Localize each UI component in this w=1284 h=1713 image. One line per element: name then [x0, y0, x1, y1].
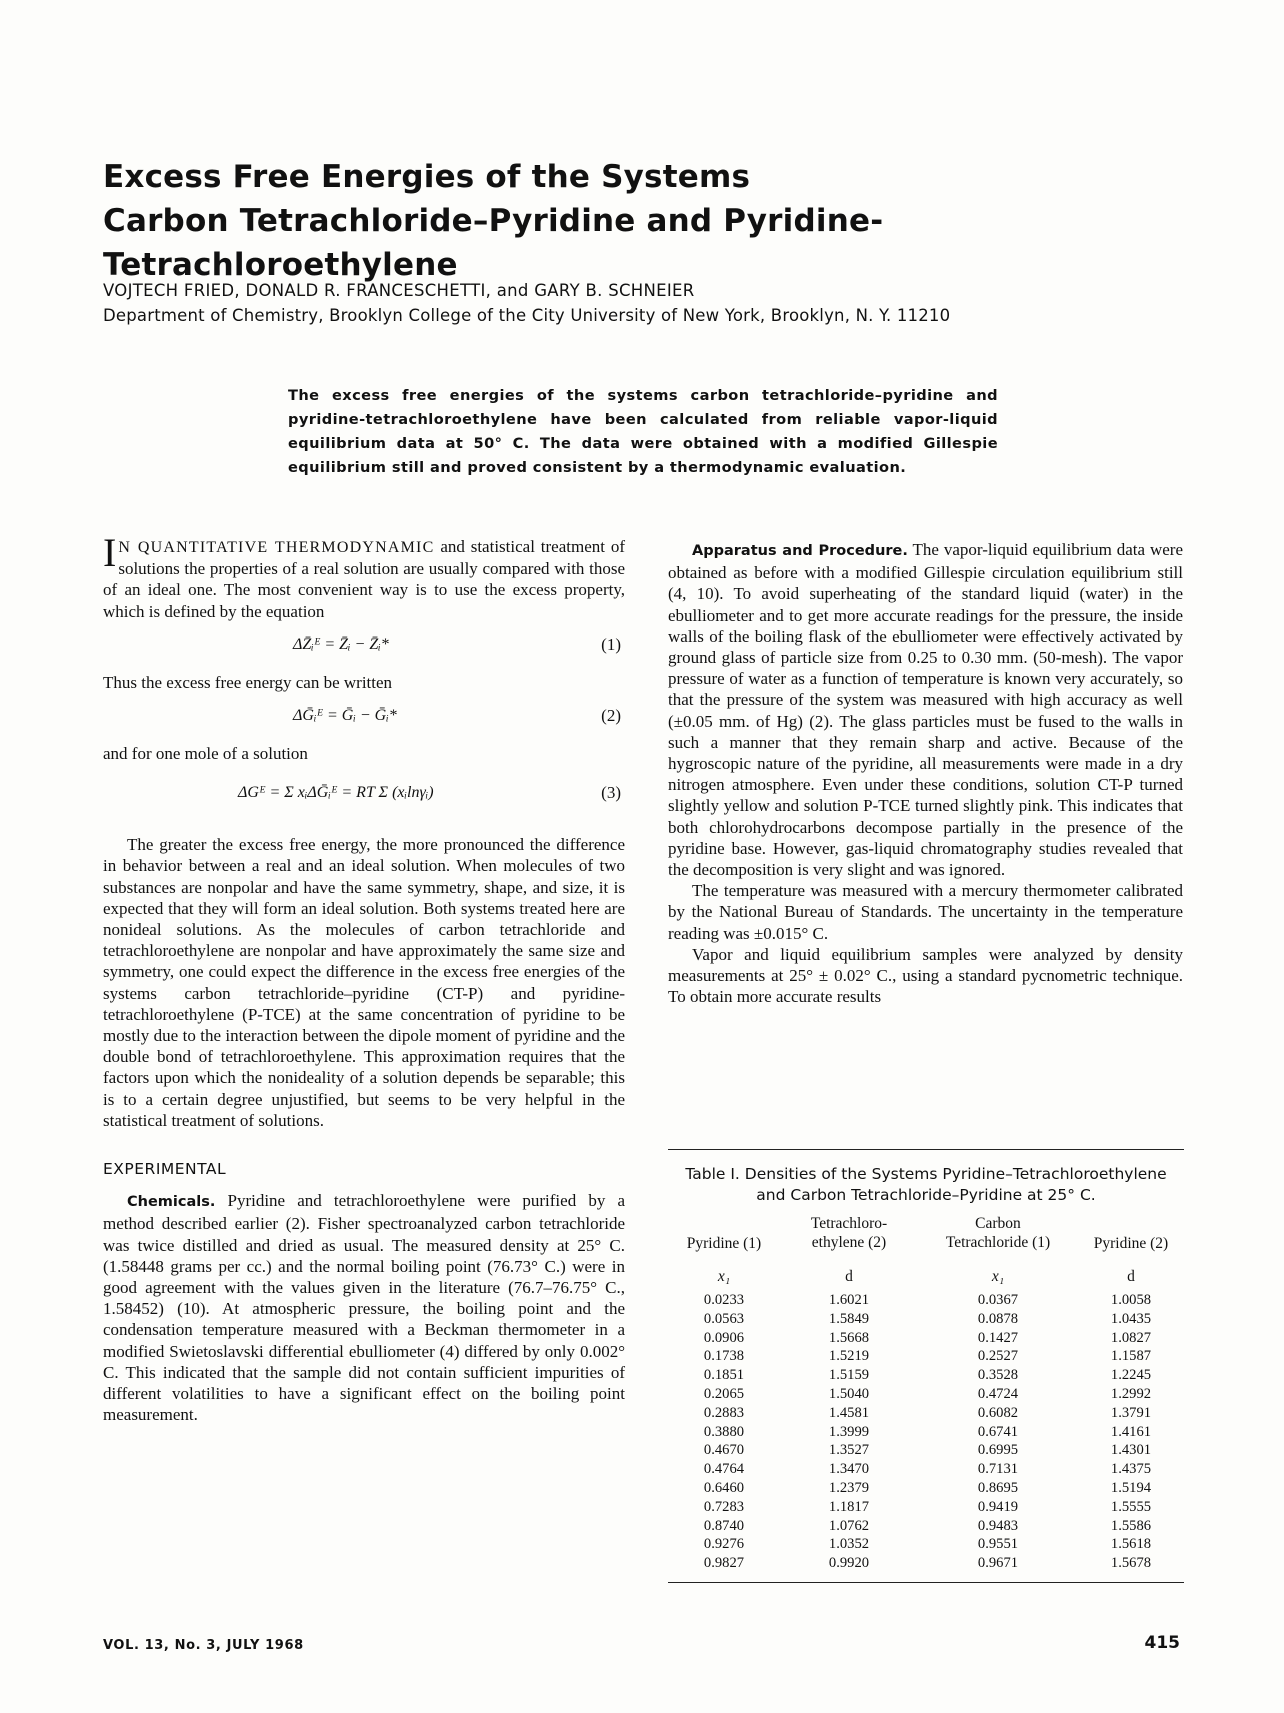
drop-cap: I	[103, 530, 117, 575]
table-cell: 0.9483	[977, 1517, 1019, 1534]
article-title	[103, 155, 1203, 287]
table-caption-line-1: Table I. Densities of the Systems Pyridine–Tetrachloroethylene	[685, 1165, 1167, 1183]
affiliation: Department of Chemistry, Brooklyn College of the City University of New York, Brooklyn, N. Y. 11210	[103, 306, 951, 325]
intro-paragraph	[103, 530, 626, 622]
authors: VOJTECH FRIED, DONALD R. FRANCESCHETTI, and GARY B. SCHNEIER	[103, 281, 695, 300]
section-heading-experimental: EXPERIMENTAL	[103, 1160, 227, 1179]
table-row	[668, 1499, 1184, 1518]
apparatus-text: The vapor-liquid equilibrium data were obtained as before with a modified Gillespie circulation equilibrium still (4, 10). To avoid superheating of the standard liquid (water) in the ebulliometer and to get more accurate readings for the pressure, the inside walls of the boiling flask of the ebulliometer were effectively activated by ground glass of particle size from 0.25 to 0.30 mm. (50-mesh). The vapor pressure of water as a function of temperature is known very accurately, so that the pressure of the system was measured with high accuracy as well (±0.05 mm. of Hg) (2). The glass particles must be fused to the walls in such a manner that they remain sharp and active. Because of the hygroscopic nature of the pyridine, all measurements were made in a dry nitrogen atmosphere. Even under these conditions, solution CT-P turned slightly yellow and solution P-TCE turned slightly pink. This indicates that both chlorohydrocarbons decompose partially in the presence of the pyridine base. However, gas-liquid chromatography studies revealed that the decomposition is very slight and was ignored.	[668, 540, 1183, 880]
equation-3	[103, 764, 625, 834]
table-row	[668, 1461, 1184, 1480]
table-cell: 0.0906	[703, 1329, 745, 1346]
table-row	[668, 1386, 1184, 1405]
table-cell: 1.4161	[1110, 1423, 1152, 1440]
table-cell: 0.0233	[703, 1292, 745, 1308]
table-cell: 1.6021	[828, 1292, 870, 1308]
table-cell: 1.5678	[1110, 1555, 1152, 1572]
column-subheader: x₁	[717, 1268, 731, 1285]
table-cell: 0.7283	[703, 1498, 745, 1515]
table-cell: 1.5849	[828, 1310, 870, 1327]
equation-3-number: (3)	[601, 783, 621, 803]
table-cell: 0.0563	[703, 1310, 745, 1327]
table-cell: 0.3528	[977, 1367, 1019, 1384]
intro-text: and statistical treatment of solutions the properties of a real solution are usually compared with those of an ideal one. The most convenient way is to use the excess property, which is defined by the equation	[103, 537, 626, 621]
table-cell: 0.6460	[703, 1479, 745, 1496]
table-cell: 0.6082	[977, 1404, 1019, 1421]
title-line-2: Carbon Tetrachloride–Pyridine and Pyridine-Tetrachloroethylene	[103, 203, 884, 283]
table-cell: 0.4764	[703, 1461, 745, 1478]
table-cell: 1.0435	[1110, 1310, 1152, 1327]
table-row	[668, 1348, 1184, 1367]
table-cell: 0.4670	[703, 1442, 745, 1459]
table-cell: 1.5159	[828, 1367, 870, 1384]
table-cell: 1.5555	[1110, 1498, 1152, 1515]
column-header: Carbon Tetrachloride (1)	[945, 1215, 1051, 1251]
column-header: Pyridine (2)	[1093, 1235, 1169, 1252]
table-cell: 1.4301	[1110, 1442, 1152, 1459]
column-header: Tetrachloro- ethylene (2)	[810, 1215, 888, 1251]
table-cell: 0.1851	[703, 1367, 745, 1384]
table-header	[668, 1214, 1184, 1262]
table-cell: 0.7131	[977, 1461, 1019, 1478]
table-cell: 0.0878	[977, 1310, 1019, 1327]
chemicals-paragraph	[103, 1190, 625, 1425]
table-cell: 0.9276	[703, 1536, 745, 1553]
paragraph: Thus the excess free energy can be written	[103, 672, 393, 692]
table-cell: 1.1587	[1110, 1348, 1152, 1365]
table-cell: 1.1817	[828, 1498, 870, 1515]
column-subheader: d	[1127, 1268, 1135, 1285]
table-row	[668, 1367, 1184, 1386]
table-cell: 0.2527	[977, 1348, 1019, 1365]
intro-lead: N QUANTITATIVE THERMODYNAMIC	[118, 539, 435, 556]
table-cell: 1.5586	[1110, 1517, 1152, 1534]
table-bottom-rule	[668, 1582, 1184, 1583]
density-table	[668, 1149, 1184, 1583]
table-cell: 1.4375	[1110, 1461, 1152, 1478]
table-cell: 0.0367	[977, 1292, 1019, 1308]
journal-volume: VOL. 13, No. 3, JULY 1968	[103, 1638, 304, 1653]
table-row	[668, 1311, 1184, 1330]
table-cell: 1.3791	[1110, 1404, 1152, 1421]
equation-2-expr: ΔḠᵢᴱ = Ḡᵢ − Ḡᵢ*	[293, 707, 397, 725]
apparatus-label: Apparatus and Procedure.	[692, 543, 908, 559]
table-row	[668, 1330, 1184, 1349]
table-cell: 0.9419	[977, 1498, 1019, 1515]
table-cell: 1.3527	[828, 1442, 870, 1459]
table-cell: 1.5194	[1110, 1479, 1152, 1496]
paragraph: and for one mole of a solution	[103, 744, 308, 764]
table-caption-line-2: and Carbon Tetrachloride–Pyridine at 25° C.	[756, 1186, 1096, 1204]
equation-1-expr: ΔZ̄ᵢᴱ = Z̄ᵢ − Z̄ᵢ*	[293, 635, 389, 653]
table-row	[668, 1424, 1184, 1443]
table-cell: 0.9920	[828, 1555, 870, 1572]
table-row	[668, 1292, 1184, 1311]
table-cell: 1.5618	[1110, 1536, 1152, 1553]
table-body	[668, 1292, 1184, 1574]
title-line-1: Excess Free Energies of the Systems	[103, 159, 751, 195]
paragraph: Vapor and liquid equilibrium samples were analyzed by density measurements at 25° ± 0.02° C., using a standard pycnometric technique. To obtain more accurate results	[668, 944, 1183, 1007]
table-row	[668, 1480, 1184, 1499]
chemicals-label: Chemicals.	[127, 1194, 216, 1211]
table-cell: 1.0762	[828, 1517, 870, 1534]
table-cell: 1.0827	[1110, 1329, 1152, 1346]
equation-2	[103, 693, 625, 743]
equation-1	[103, 622, 625, 672]
equation-2-number: (2)	[601, 706, 621, 726]
column-header: Pyridine (1)	[686, 1235, 762, 1252]
table-cell: 0.3880	[703, 1423, 745, 1440]
table-cell: 1.0352	[828, 1536, 870, 1553]
table-row	[668, 1405, 1184, 1424]
table-cell: 1.5219	[828, 1348, 870, 1365]
table-cell: 0.9827	[703, 1555, 745, 1572]
table-cell: 0.2065	[703, 1385, 745, 1402]
left-column	[103, 530, 626, 1426]
table-cell: 1.2379	[828, 1479, 870, 1496]
page-number: 415	[1144, 1633, 1180, 1653]
table-cell: 1.5040	[828, 1385, 870, 1402]
table-cell: 0.6995	[977, 1442, 1019, 1459]
table-cell: 1.2245	[1110, 1367, 1152, 1384]
table-cell: 1.0058	[1110, 1292, 1152, 1308]
table-cell: 1.2992	[1110, 1385, 1152, 1402]
table-cell: 1.5668	[828, 1329, 870, 1346]
table-caption	[668, 1164, 1184, 1206]
table-row	[668, 1518, 1184, 1537]
table-cell: 0.2883	[703, 1404, 745, 1421]
abstract: The excess free energies of the systems carbon tetrachloride–pyridine and pyridine-tetrachloroethylene have been calculated from reliable vapor-liquid equilibrium data at 50° C. The data were obtained with a modified Gillespie equilibrium still and proved consistent by a thermodynamic evaluation.	[288, 387, 998, 476]
table-top-rule	[668, 1149, 1184, 1150]
table-cell: 1.3470	[828, 1461, 870, 1478]
right-column	[668, 539, 1183, 1007]
apparatus-paragraph	[668, 539, 1183, 880]
column-subheader: d	[845, 1268, 853, 1285]
table-row	[668, 1536, 1184, 1555]
paragraph: The temperature was measured with a mercury thermometer calibrated by the National Bureau of Standards. The uncertainty in the temperature reading was ±0.015° C.	[668, 881, 1183, 943]
equation-1-number: (1)	[601, 634, 621, 654]
equation-3-expr: ΔGᴱ = Σ xᵢΔḠᵢᴱ = RT Σ (xᵢlnγᵢ)	[238, 784, 434, 802]
table-cell: 0.8740	[703, 1517, 745, 1534]
table-cell: 1.4581	[828, 1404, 870, 1421]
table-cell: 0.1427	[977, 1329, 1019, 1346]
column-subheader: x₁	[991, 1268, 1005, 1285]
table-cell: 0.9671	[977, 1555, 1019, 1572]
table-cell: 1.3999	[828, 1423, 870, 1440]
table-row	[668, 1555, 1184, 1574]
table-subheader	[668, 1262, 1184, 1292]
paragraph: The greater the excess free energy, the more pronounced the difference in behavior between a real and an ideal solution. When molecules of two substances are nonpolar and have the same symmetry, shape, and size, it is expected that they will form an ideal solution. Both systems treated here are nonideal solutions. As the molecules of carbon tetrachloride and tetrachloroethylene are nonpolar and have approximately the same size and symmetry, one could expect the difference in the excess free energies of the systems carbon tetrachloride–pyridine (CT-P) and pyridine-tetrachloroethylene (P-TCE) at the same concentration of pyridine to be mostly due to the interaction between the dipole moment of pyridine and the double bond of tetrachloroethylene. This approximation requires that the factors upon which the nonideality of a solution depends be separable; this is to a certain degree unjustified, but seems to be very helpful in the statistical treatment of solutions.	[103, 835, 625, 1130]
table-row	[668, 1442, 1184, 1461]
table-cell: 0.8695	[977, 1479, 1019, 1496]
table-cell: 0.4724	[977, 1385, 1019, 1402]
chemicals-text: Pyridine and tetrachloroethylene were purified by a method described earlier (2). Fisher spectroanalyzed carbon tetrachloride was twice distilled and dried as usual. The measured density at 25° C. (1.58448 grams per cc.) and the normal boiling point (76.73° C.) were in good agreement with the values given in the literature (76.7–76.75° C., 1.58452) (10). At atmospheric pressure, the boiling point and the condensation temperature measured with a Beckman thermometer in a modified Swietoslavski differential ebulliometer (4) differed by only 0.002° C. This indicated that the sample did not contain sufficient impurities of different volatilities to have a significant effect on the boiling point measurement.	[103, 1191, 625, 1425]
table-cell: 0.1738	[703, 1348, 745, 1365]
table-cell: 0.6741	[977, 1423, 1019, 1440]
table-cell: 0.9551	[977, 1536, 1019, 1553]
